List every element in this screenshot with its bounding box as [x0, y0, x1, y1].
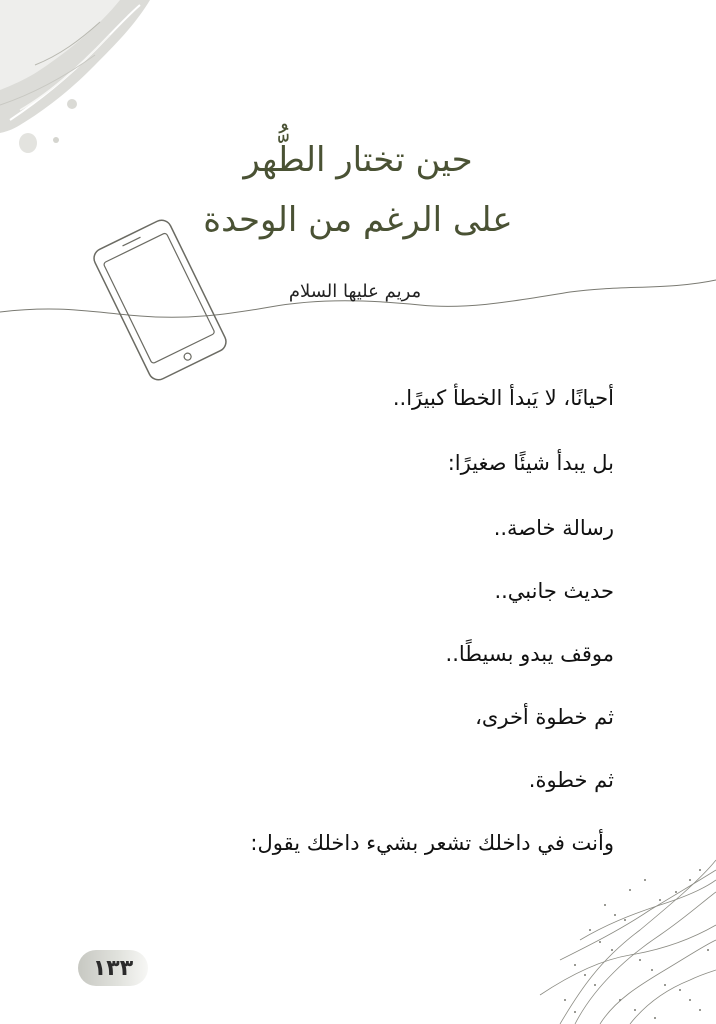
chapter-title-line2: على الرغم من الوحدة — [203, 200, 513, 240]
body-line: وأنت في داخلك تشعر بشيء داخلك يقول: — [250, 831, 614, 855]
body-line: موقف يبدو بسيطًا.. — [445, 642, 614, 666]
body-line: ثم خطوة. — [528, 768, 614, 792]
body-line: أحيانًا، لا يَبدأ الخطأ كبيرًا.. — [392, 386, 614, 410]
body-line: بل يبدأ شيئًا صغيرًا: — [447, 451, 614, 475]
speckle-dots — [564, 869, 709, 1019]
body-line: ثم خطوة أخرى، — [475, 705, 614, 729]
chapter-subtitle: مريم عليها السلام — [288, 281, 422, 302]
corner-wave-decoration-top — [0, 0, 150, 153]
chapter-title-line1: حين تختار الطُّهر — [243, 140, 473, 180]
page-number: ١٣٣ — [78, 950, 148, 986]
body-line: حديث جانبي.. — [494, 579, 614, 603]
body-line: رسالة خاصة.. — [493, 516, 614, 540]
phone-line-drawing-icon — [91, 217, 230, 383]
